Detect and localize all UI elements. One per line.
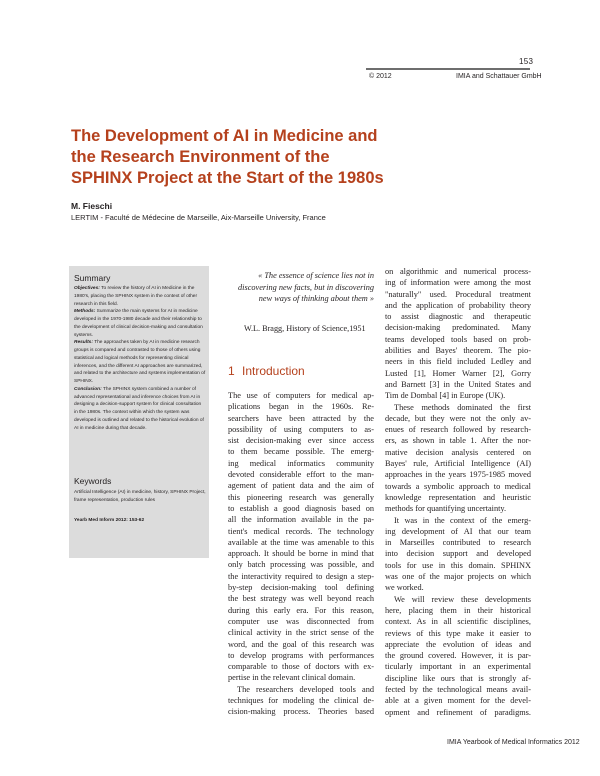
objectives-text: To review the history of AI in Medicine in the 1980's, placing the SPHINX system in the context of other research in this field. bbox=[74, 286, 198, 307]
body-line: These methods dominated the first bbox=[394, 402, 531, 412]
body-line: devoted considerable effort to the man- bbox=[228, 470, 374, 480]
affiliation: LERTIM - Faculté de Médecine de Marseille, Aix-Marseille University, France bbox=[71, 213, 326, 222]
body-column-3 bbox=[385, 266, 531, 718]
body-line: We will review these developments bbox=[394, 594, 531, 604]
body-line: techniques for modeling the clinical de- bbox=[228, 696, 374, 706]
article-title: The Development of AI in Medicine and the Research Environment of the SPHINX Project at the Start of the 1980s bbox=[71, 127, 384, 187]
body-line: this pioneering research was generally bbox=[228, 492, 374, 502]
body-line: discipline like ours that is strongly af- bbox=[385, 673, 531, 683]
body-line: decade, but they were not the only av- bbox=[385, 413, 531, 423]
body-line: during this early era. For this reason, bbox=[228, 605, 374, 615]
body-line: searchers have been attracted by the bbox=[228, 413, 374, 423]
body-line: into decision support and developed bbox=[385, 549, 531, 559]
body-line: ers, as shown in table 1. After the nor- bbox=[385, 436, 531, 446]
publisher: IMIA and Schattauer GmbH bbox=[456, 73, 542, 80]
body-line: teams developed tools based on prob- bbox=[385, 334, 531, 344]
body-line: The use of computers for medical ap- bbox=[228, 391, 374, 400]
body-line: able at a given moment for the devel- bbox=[385, 696, 531, 706]
body-line: knowledge representation and heuristic bbox=[385, 492, 531, 502]
page-number: 153 bbox=[519, 57, 534, 66]
objectives-label: Objectives: bbox=[74, 286, 100, 291]
body-line: Lusted [1], Homer Warner [2], Gorry bbox=[385, 368, 531, 378]
body-line: possibility of using computers to as- bbox=[228, 424, 374, 434]
body-line: plications began in the 1960s. Re- bbox=[228, 402, 374, 412]
body-line: Tim de Dombal [4] in Europe (UK). bbox=[385, 391, 506, 401]
body-line: approach. It should be borne in mind that bbox=[228, 549, 374, 559]
body-line: ticularly important in an experimental bbox=[385, 662, 531, 672]
header-rule bbox=[366, 68, 530, 70]
conclusion-label: Conclusion: bbox=[74, 386, 102, 392]
body-line: all the information available in the pa- bbox=[228, 515, 374, 525]
body-line: only batch processing was possible, and bbox=[228, 560, 374, 570]
body-line: and the application of probability theory bbox=[385, 300, 531, 310]
body-line: context. As in all scientific disciplines, bbox=[385, 617, 531, 627]
citation: Yearb Med Inform 2012: 153-62 bbox=[74, 518, 145, 523]
body-line: methods for quantifying uncertainty. bbox=[385, 504, 507, 514]
body-line: tools for use in this domain. SPHINX bbox=[385, 560, 531, 570]
body-line: towards a symbolic approach to medical bbox=[385, 481, 531, 491]
keywords-heading: Keywords bbox=[74, 476, 112, 486]
body-line: here, placing them in their historical bbox=[385, 605, 531, 615]
summary-body bbox=[74, 285, 206, 432]
section-title: Introduction bbox=[242, 364, 305, 378]
body-line: "naturally" used. Procedural treatment bbox=[385, 289, 531, 299]
body-line: to them became possible. The emerg- bbox=[228, 447, 374, 457]
body-line: to establish a good diagnosis based on bbox=[228, 503, 374, 513]
body-line: sist decision-making ever since access bbox=[228, 436, 374, 446]
body-line: abilities and Bayes' theorem. The pio- bbox=[385, 346, 531, 356]
body-line: tient's medical records. The technology bbox=[228, 526, 374, 536]
body-line: Bayes' rule, Artificial Intelligence (AI) bbox=[385, 459, 531, 469]
body-line: cision-making process. Theories based bbox=[228, 707, 374, 717]
summary-heading: Summary bbox=[74, 273, 111, 283]
body-line: comparable to those of doctors with ex- bbox=[228, 662, 374, 672]
body-line: we worked. bbox=[385, 583, 424, 593]
copyright: © 2012 bbox=[369, 73, 392, 80]
body-line: was one of the major projects on which bbox=[385, 572, 531, 582]
body-line: fected by the technological means avail- bbox=[385, 684, 531, 694]
body-column-2 bbox=[228, 390, 374, 718]
body-line: mative decision analysis centered on bbox=[385, 447, 531, 457]
body-line: available at the time was amenable to this bbox=[228, 537, 374, 547]
body-line: neers in this field included Ledley and bbox=[385, 357, 531, 367]
author: M. Fieschi bbox=[71, 201, 113, 211]
body-line: and Barnett [3] in the United States and bbox=[385, 379, 531, 389]
body-line: agement of patient data and the aim of bbox=[228, 481, 374, 491]
body-line: The researchers developed tools and bbox=[237, 684, 374, 694]
body-line: clinical activity in the strict sense of the bbox=[228, 628, 374, 638]
body-line: the interactivity required to design a step- bbox=[228, 571, 374, 581]
methods-text: Summarize the main systems for AI in medicine developed in the 1970-1980 decade and their relationship to the development of clinical decision-making and consultation systems. bbox=[74, 309, 203, 338]
body-line: in Marseilles contributed to research bbox=[385, 538, 531, 548]
body-line: decision-making predominated. Many bbox=[385, 323, 531, 333]
body-line: the ground covered. However, it is par- bbox=[385, 651, 531, 661]
body-line: word, and the goal of this research was bbox=[228, 639, 374, 649]
body-line: ing of information were among the most bbox=[385, 278, 531, 288]
keywords-text: Artificial Intelligence (AI) in medicine, history, SPHINX Project, frame representation, production rules bbox=[74, 490, 206, 503]
methods-label: Methods: bbox=[74, 309, 96, 315]
body-line: approaches in the years 1975-1985 moved bbox=[385, 470, 531, 480]
journal-footer: IMIA Yearbook of Medical Informatics 2012 bbox=[447, 739, 580, 746]
body-line: reviews of this type make it easier to bbox=[385, 628, 531, 638]
body-line: the best strategy was well beyond reach bbox=[228, 594, 374, 604]
body-line: ing development of AI that our team bbox=[385, 526, 531, 536]
body-line: ing medical informatics community bbox=[228, 458, 374, 468]
body-line: pertise in the relevant clinical domain. bbox=[228, 673, 356, 683]
results-text: The approaches taken by AI in medicine research groups is compared and contrasted to those of others using statistical and logical methods for representing clinical inferences, and the different AI approaches are summarized, and related to the architecture and systems implementation of SPHINX. bbox=[74, 340, 206, 384]
section-number: 1 bbox=[228, 364, 235, 378]
conclusion-text: The SPHINX system combined a number of advanced representational and inference choices from AI in designing a decision-support system for clinical consultation in the 1980s. The context within which the system was developed is outlined and related to the historical evolution of AI in medicine during that decade. bbox=[74, 386, 204, 431]
body-line: appreciate the evolution of ideas and bbox=[385, 639, 531, 649]
epigraph-quote: « The essence of science lies not in discovering new facts, but in discovering new ways of thinking about them » bbox=[238, 271, 374, 303]
results-label: Results: bbox=[74, 340, 93, 346]
body-line: to assist diagnostic and therapeutic bbox=[385, 312, 531, 322]
body-line: opment and refinement of paradigms. bbox=[385, 707, 531, 717]
body-line: by-step decision-making tool defining bbox=[228, 583, 374, 593]
body-line: on algorithmic and numerical process- bbox=[385, 267, 531, 276]
epigraph-source: W.L. Bragg, History of Science,1951 bbox=[244, 324, 366, 333]
body-line: enues of research followed by research- bbox=[385, 425, 531, 435]
body-line: computer use was disconnected from bbox=[228, 616, 374, 626]
body-line: to develop programs with performances bbox=[228, 650, 374, 660]
body-line: It was in the context of the emerg- bbox=[394, 515, 531, 525]
